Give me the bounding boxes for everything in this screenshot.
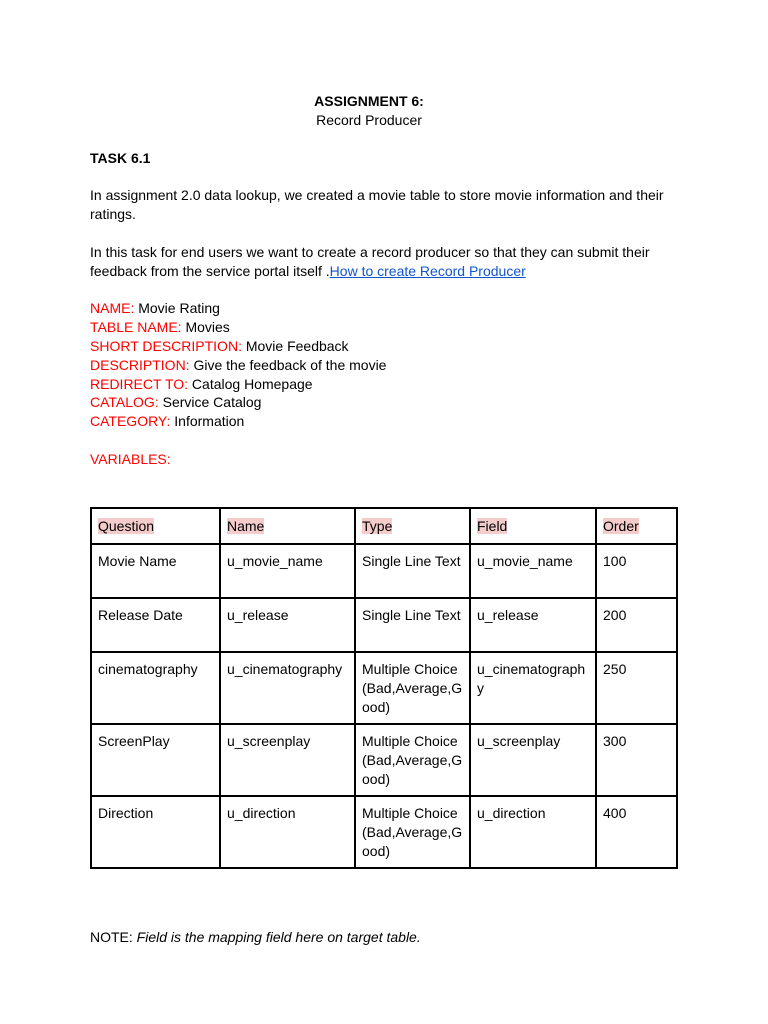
table-header-cell: Order (596, 508, 677, 544)
table-cell: Multiple Choice (Bad,Average,Good) (355, 796, 470, 868)
field-value: Movies (185, 319, 230, 335)
record-producer-link[interactable]: How to create Record Producer (329, 263, 526, 279)
table-row (91, 544, 677, 598)
field-catalog: CATALOG: Service Catalog (90, 394, 262, 410)
field-value: Movie Feedback (245, 338, 349, 354)
field-value: Movie Rating (138, 300, 220, 316)
field-label: REDIRECT TO (90, 376, 185, 392)
table-cell: ScreenPlay (91, 724, 220, 796)
table-cell: Release Date (91, 598, 220, 652)
table-cell: u_movie_name (220, 544, 355, 598)
table-cell: Direction (91, 796, 220, 868)
field-label: NAME (90, 300, 131, 316)
table-header-cell: Name (220, 508, 355, 544)
assignment-title: ASSIGNMENT 6: (314, 93, 424, 109)
table-header-row (91, 508, 677, 544)
table-cell: Multiple Choice (Bad,Average,Good) (355, 652, 470, 724)
field-value: Service Catalog (162, 394, 262, 410)
table-cell: Movie Name (91, 544, 220, 598)
field-value: Give the feedback of the movie (193, 357, 387, 373)
field-label: TABLE NAME (90, 319, 178, 335)
table-cell: 400 (596, 796, 677, 868)
assignment-subtitle: Record Producer (316, 112, 422, 128)
table-cell: 200 (596, 598, 677, 652)
table-cell: 250 (596, 652, 677, 724)
field-label: SHORT DESCRIPTION (90, 338, 239, 354)
table-cell: u_movie_name (470, 544, 596, 598)
table-cell: u_screenplay (220, 724, 355, 796)
note-text: Field is the mapping field here on target table. (136, 929, 421, 945)
table-header-cell: Question (91, 508, 220, 544)
table-cell: u_screenplay (470, 724, 596, 796)
variables-label: VARIABLES: (90, 451, 171, 467)
table-cell: Multiple Choice (Bad,Average,Good) (355, 724, 470, 796)
field-short-description: SHORT DESCRIPTION: Movie Feedback (90, 338, 349, 354)
field-description: DESCRIPTION: Give the feedback of the movie (90, 357, 387, 373)
field-value: Catalog Homepage (191, 376, 313, 392)
table-cell: Single Line Text (355, 598, 470, 652)
table-cell: u_release (470, 598, 596, 652)
intro-paragraph-line-1: In assignment 2.0 data lookup, we created a movie table to store movie information and their (90, 187, 664, 203)
table-cell: 300 (596, 724, 677, 796)
field-label: CATEGORY (90, 413, 167, 429)
table-cell: u_direction (470, 796, 596, 868)
note-label: NOTE: (90, 929, 137, 945)
table-cell: cinematography (91, 652, 220, 724)
table-cell: u_release (220, 598, 355, 652)
field-redirect-to: REDIRECT TO: Catalog Homepage (90, 376, 313, 392)
variables-table (90, 507, 678, 869)
table-cell: u_cinematography (220, 652, 355, 724)
task-paragraph-line-2 (90, 262, 526, 281)
task-paragraph-text: feedback from the service portal itself . (90, 263, 330, 279)
table-header-cell: Type (355, 508, 470, 544)
note-line (90, 928, 421, 947)
table-row (91, 724, 677, 796)
table-cell: u_cinematography (470, 652, 596, 724)
table-cell: Single Line Text (355, 544, 470, 598)
table-header-cell: Field (470, 508, 596, 544)
field-category: CATEGORY: Information (90, 413, 245, 429)
table-row (91, 796, 677, 868)
field-label: DESCRIPTION (90, 357, 186, 373)
field-name: NAME: Movie Rating (90, 300, 220, 316)
task-paragraph-line-1: In this task for end users we want to create a record producer so that they can submit their (90, 244, 650, 260)
field-table-name: TABLE NAME: Movies (90, 319, 230, 335)
table-cell: u_direction (220, 796, 355, 868)
table-row (91, 652, 677, 724)
field-value: Information (174, 413, 245, 429)
task-heading: TASK 6.1 (90, 150, 151, 166)
intro-paragraph-line-2: ratings. (90, 206, 136, 222)
table-cell: 100 (596, 544, 677, 598)
table-row (91, 598, 677, 652)
field-label: CATALOG (90, 394, 155, 410)
